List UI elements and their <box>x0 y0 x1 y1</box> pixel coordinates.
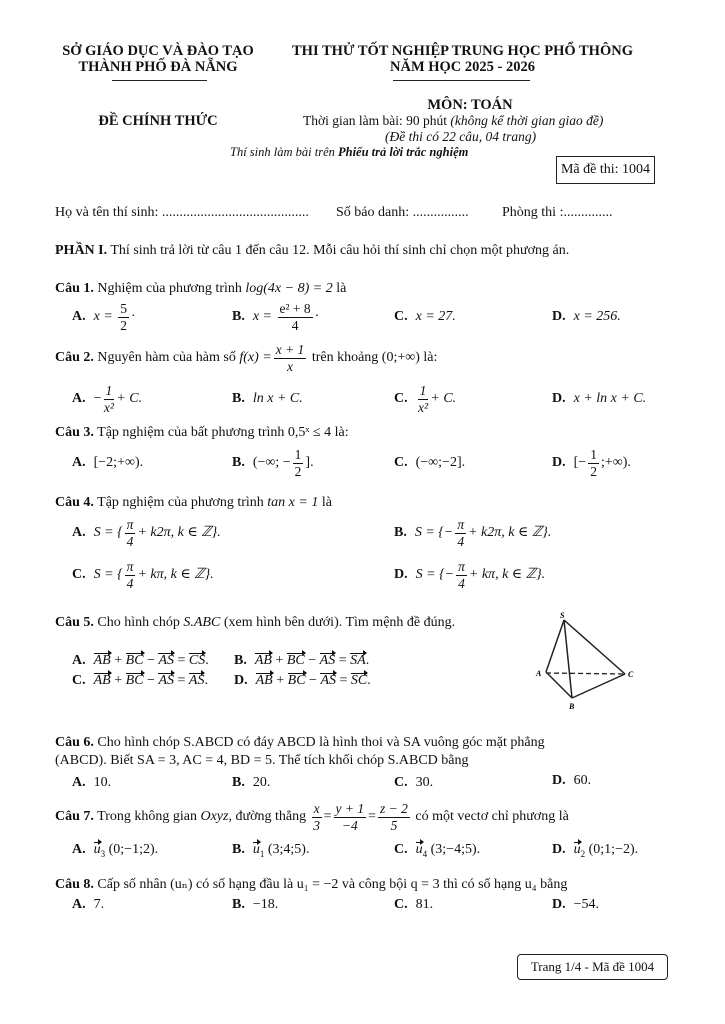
denominator: x² <box>417 399 429 415</box>
question-1 <box>55 281 346 297</box>
numerator: 1 <box>419 383 427 398</box>
vector-coords: (3;4;5). <box>267 842 310 857</box>
fraction <box>125 518 136 548</box>
exam-room-field: Phòng thi :.............. <box>502 205 613 220</box>
option-letter: C. <box>72 567 86 583</box>
fraction <box>378 802 410 832</box>
question-text: Cấp số nhân (uₙ) có số hạng đầu là u₁ = −2 và công bội q = 3 thì có số hạng u₄ bằng <box>97 877 568 892</box>
q8-option-c[interactable] <box>394 897 433 913</box>
q2-option-d[interactable] <box>552 391 646 407</box>
question-tail: là: <box>423 350 438 366</box>
fraction <box>418 384 429 414</box>
vertex-c-label: C <box>628 670 634 679</box>
page-footer-label: Trang 1/4 - Mã đề 1004 <box>530 959 655 974</box>
page-footer-box <box>517 954 668 980</box>
question-tail: có một vectơ chỉ phương là <box>415 809 569 825</box>
option-letter: B. <box>232 897 245 912</box>
option-math: S = { <box>93 567 123 583</box>
option-text: [−2;+∞). <box>93 455 144 470</box>
vector: AS <box>188 673 205 688</box>
question-label: Câu 7. <box>55 809 94 825</box>
question-tail: là <box>336 281 347 296</box>
denominator: 2 <box>294 463 302 479</box>
option-letter: C. <box>394 842 408 857</box>
vector-coords: (0;1;−2). <box>588 842 639 857</box>
option-letter: B. <box>232 842 245 857</box>
edge-sc <box>564 620 625 674</box>
question-label: Câu 2. <box>55 350 94 366</box>
numerator: π <box>126 559 134 574</box>
numerator: π <box>126 517 134 532</box>
denominator: −4 <box>341 817 358 833</box>
fraction <box>455 518 466 548</box>
vector: u <box>93 842 101 857</box>
denominator: 4 <box>458 575 465 591</box>
numerator: 1 <box>294 447 302 462</box>
option-math: S = { <box>93 525 123 541</box>
option-letter: D. <box>552 842 566 857</box>
candidate-name-field: Họ và tên thí sinh: .......................................... <box>55 205 309 220</box>
q5-option-c[interactable]: C. AB + BC − AS = AS. <box>72 673 208 688</box>
header-left-underline <box>112 80 207 81</box>
question-math: 0,5ˣ ≤ 4 <box>287 425 332 440</box>
denominator: x² <box>103 399 114 415</box>
vector: BC <box>286 653 305 668</box>
subject-title: MÔN: TOÁN <box>427 97 513 113</box>
vertex-a-label: A <box>536 669 542 678</box>
q8-option-d[interactable] <box>552 897 599 913</box>
option-text: 30. <box>415 775 434 790</box>
option-post: + kπ, k ∈ ℤ}. <box>137 567 214 583</box>
option-letter: A. <box>72 842 86 857</box>
pyramid-figure <box>530 612 660 712</box>
option-text: −54. <box>573 897 600 912</box>
q1-option-a[interactable] <box>72 302 136 332</box>
option-post: + C. <box>430 391 457 407</box>
vector: u <box>252 842 260 857</box>
q3-option-c[interactable] <box>394 455 465 471</box>
question-tail: (xem hình bên dưới). Tìm mệnh đề đúng. <box>223 615 456 630</box>
option-letter: B. <box>234 653 247 668</box>
numerator: x + 1 <box>275 342 305 357</box>
edge-ac-hidden <box>546 673 625 674</box>
vector: AB <box>93 673 111 688</box>
vector: AS <box>158 673 174 688</box>
question-label: Câu 5. <box>55 615 94 630</box>
edge-bc <box>572 674 625 698</box>
question-6-line2: (ABCD). Biết SA = 3, AC = 4, BD = 5. Thể tích khối chóp S.ABCD bằng <box>55 753 469 768</box>
denominator: 4 <box>291 317 299 333</box>
q7-option-a[interactable] <box>72 842 158 859</box>
q1-option-c[interactable] <box>394 309 456 325</box>
question-label: Câu 6. <box>55 735 94 750</box>
option-letter: C. <box>394 309 408 324</box>
denominator: 4 <box>126 533 134 549</box>
question-space: Oxyz <box>200 809 229 825</box>
question-interval: (0;+∞) <box>381 350 420 366</box>
option-letter: C. <box>394 455 408 470</box>
option-post: ;+∞). <box>600 455 631 471</box>
answer-sheet-note <box>230 145 468 160</box>
question-label: Câu 3. <box>55 425 94 440</box>
q7-option-b[interactable] <box>232 842 309 859</box>
answer-sheet-prefix: Thí sinh làm bài trên <box>230 145 335 159</box>
option-letter: B. <box>394 525 407 541</box>
q6-option-b[interactable] <box>232 775 270 791</box>
option-post: + k2π, k ∈ ℤ}. <box>137 525 221 541</box>
vertex-b-label: B <box>569 702 575 711</box>
vector: AB <box>93 653 111 668</box>
question-5 <box>55 615 455 631</box>
q4-option-c[interactable] <box>72 560 214 590</box>
option-letter: C. <box>72 673 86 688</box>
exam-code: Mã đề thi: 1004 <box>560 162 651 177</box>
question-math: tan x = 1 <box>267 495 319 510</box>
vertex-s-label: S <box>560 612 565 620</box>
question-text: Cho hình chóp <box>97 615 180 630</box>
option-text: x + ln x + C. <box>573 391 647 406</box>
option-text: x = 27. <box>415 309 456 324</box>
vector: CS <box>188 653 206 668</box>
option-letter: D. <box>552 309 566 324</box>
option-letter: A. <box>72 653 86 668</box>
question-math: f(x) = <box>239 350 272 366</box>
candidate-id-field: Số báo danh: ................ <box>336 205 469 220</box>
question-label: Câu 8. <box>55 877 94 892</box>
vector: AS <box>158 653 174 668</box>
question-text: Nghiệm của phương trình <box>97 281 242 296</box>
question-math: log(4x − 8) = 2 <box>245 281 333 296</box>
option-text: 81. <box>415 897 434 912</box>
department-name: SỞ GIÁO DỤC VÀ ĐÀO TẠO <box>62 43 254 59</box>
option-text: (−∞;−2]. <box>415 455 466 470</box>
vector: AB <box>254 653 272 668</box>
city-name: THÀNH PHỐ ĐÀ NẴNG <box>78 59 238 75</box>
option-math: x = <box>252 309 273 325</box>
time-note: (không kể thời gian giao đề) <box>450 113 604 128</box>
vector-index: 3 <box>100 848 106 859</box>
numerator: 1 <box>590 447 597 462</box>
exam-title: THI THỬ TỐT NGHIỆP TRUNG HỌC PHỔ THÔNG <box>292 43 633 59</box>
q2-option-a[interactable] <box>72 384 142 414</box>
option-letter: D. <box>552 455 566 471</box>
fraction <box>456 560 467 590</box>
option-letter: C. <box>394 775 408 790</box>
denominator: 3 <box>313 817 320 833</box>
question-7: Câu 7. Trong không gian Oxyz, đường thẳng $\frac{x}{3}$ = $\frac{y + 1}{-4}$ = $\frac{z - 2}{5}$ có một vectơ chỉ phương là <box>55 801 569 833</box>
option-letter: C. <box>394 897 408 912</box>
q6-option-a[interactable] <box>72 775 111 791</box>
option-letter: A. <box>72 309 86 325</box>
option-post: · <box>314 309 320 325</box>
question-text: Tập nghiệm của bất phương trình <box>97 425 285 440</box>
vector-coords: (0;−1;2). <box>108 842 159 857</box>
option-letter: B. <box>232 391 245 406</box>
question-6 <box>55 735 545 751</box>
numerator: y + 1 <box>335 801 365 816</box>
question-math: S.ABC <box>183 615 221 630</box>
vector: SC <box>350 673 368 688</box>
denominator: 5 <box>390 817 398 833</box>
question-text-mid: trên khoảng <box>311 350 379 366</box>
question-8 <box>55 876 567 893</box>
question-4 <box>55 495 332 511</box>
option-letter: A. <box>72 897 86 912</box>
time-line <box>303 113 603 129</box>
numerator: π <box>457 517 465 532</box>
option-post: ]. <box>305 455 314 471</box>
option-post: + k2π, k ∈ ℤ}. <box>468 525 552 541</box>
vector: BC <box>125 653 144 668</box>
denominator: 4 <box>457 533 465 549</box>
time-text: Thời gian làm bài: 90 phút <box>303 113 447 128</box>
option-text: 20. <box>252 775 271 790</box>
q2-option-b[interactable] <box>232 391 303 407</box>
edge-ab <box>546 672 572 698</box>
q5-option-d[interactable]: D. AB + BC − AS = SC. <box>234 673 371 688</box>
question-3 <box>55 425 349 441</box>
q3-option-b[interactable] <box>232 448 314 478</box>
option-letter: D. <box>552 391 566 406</box>
option-math: (−∞; − <box>252 455 291 471</box>
numerator: π <box>458 559 465 574</box>
part1-instruction: Thí sinh trả lời từ câu 1 đến câu 12. Mỗi câu hỏi thí sinh chỉ chọn một phương án. <box>110 243 570 258</box>
part1-header <box>55 243 569 259</box>
numerator: z − 2 <box>380 801 408 816</box>
option-text: x = 256. <box>573 309 621 324</box>
numerator: 5 <box>120 301 128 316</box>
fraction <box>312 802 322 832</box>
question-text: Tập nghiệm của phương trình <box>97 495 264 510</box>
q7-option-d[interactable] <box>552 842 638 859</box>
option-letter: C. <box>394 391 408 407</box>
question-text: Nguyên hàm của hàm số <box>97 350 236 366</box>
vector: u <box>415 842 423 857</box>
vector: AB <box>255 673 273 688</box>
option-post: · <box>131 309 136 325</box>
part1-title: PHẦN I. <box>55 243 108 258</box>
option-letter: A. <box>72 391 86 407</box>
question-label: Câu 4. <box>55 495 94 510</box>
question-text-mid: , đường thẳng <box>228 809 307 825</box>
option-text: ln x + C. <box>252 391 303 406</box>
denominator: 4 <box>126 575 134 591</box>
q3-option-d[interactable] <box>552 448 631 478</box>
question-text-line1: Cho hình chóp S.ABCD có đáy ABCD là hình thoi và SA vuông góc mặt phẳng <box>97 735 545 750</box>
fraction <box>278 302 313 332</box>
q3-option-a[interactable] <box>72 455 143 471</box>
option-letter: A. <box>72 775 86 790</box>
question-tail: là <box>321 495 332 510</box>
q5-option-a[interactable]: A. AB + BC − AS = CS. <box>72 653 209 668</box>
option-letter: D. <box>234 673 248 688</box>
option-letter: A. <box>72 525 86 541</box>
denominator: 2 <box>590 463 597 479</box>
option-post: + kπ, k ∈ ℤ}. <box>468 567 546 583</box>
option-letter: B. <box>232 455 245 471</box>
option-letter: B. <box>232 309 245 325</box>
q4-option-a[interactable] <box>72 518 221 548</box>
vector: SA <box>350 653 366 668</box>
option-text: 10. <box>93 775 112 790</box>
option-letter: D. <box>552 773 566 788</box>
option-letter: B. <box>232 775 245 790</box>
option-math: S = {− <box>415 567 455 583</box>
q5-option-b[interactable]: B. AB + BC − AS = SA. <box>234 653 370 668</box>
fraction <box>104 384 115 414</box>
question-tail: là: <box>334 425 349 440</box>
denominator: 2 <box>120 317 128 333</box>
vector: BC <box>287 673 306 688</box>
q6-option-d[interactable] <box>552 773 591 789</box>
fraction <box>125 560 136 590</box>
denominator: x <box>287 358 293 374</box>
q8-option-a[interactable] <box>72 897 104 913</box>
option-letter: D. <box>394 567 408 583</box>
option-letter: D. <box>552 897 566 912</box>
option-math: x = <box>93 309 113 325</box>
vector: AS <box>320 673 336 688</box>
vector-index: 1 <box>259 848 265 859</box>
q1-option-b[interactable] <box>232 302 319 332</box>
question-text: Trong không gian <box>97 809 197 825</box>
vector: BC <box>125 673 144 688</box>
fraction <box>274 343 307 373</box>
option-text: −18. <box>252 897 279 912</box>
option-letter: A. <box>72 455 86 470</box>
q7-option-c[interactable] <box>394 842 480 859</box>
school-year: NĂM HỌC 2025 - 2026 <box>390 59 535 75</box>
fraction <box>293 448 304 478</box>
fraction <box>118 302 129 332</box>
q4-option-d[interactable] <box>394 560 545 590</box>
edge-sb <box>564 620 572 698</box>
option-math: S = {− <box>414 525 454 541</box>
exam-info: (Đề thi có 22 câu, 04 trang) <box>385 129 537 144</box>
option-math: − <box>93 391 102 407</box>
vector-index: 4 <box>422 848 428 859</box>
vector-coords: (3;−4;5). <box>430 842 481 857</box>
header-right-underline <box>393 80 530 81</box>
exam-code-box <box>556 156 655 184</box>
q1-option-d[interactable] <box>552 309 621 325</box>
numerator: e² + 8 <box>279 301 311 316</box>
vector-index: 2 <box>580 848 586 859</box>
option-post: + C. <box>116 391 143 407</box>
edge-sa <box>546 620 564 672</box>
q2-option-c[interactable] <box>394 384 456 414</box>
q4-option-b[interactable] <box>394 518 551 548</box>
numerator: x <box>313 801 320 816</box>
option-text: 60. <box>573 773 592 788</box>
official-label: ĐỀ CHÍNH THỨC <box>98 113 218 129</box>
option-math: [− <box>573 455 587 471</box>
question-label: Câu 1. <box>55 281 94 296</box>
option-text: 7. <box>93 897 105 912</box>
fraction <box>588 448 599 478</box>
vector: u <box>573 842 581 857</box>
q6-option-c[interactable] <box>394 775 433 791</box>
vector: AS <box>319 653 336 668</box>
answer-sheet-name: Phiếu trả lời trắc nghiệm <box>338 145 469 159</box>
fraction <box>334 802 367 832</box>
numerator: 1 <box>105 383 113 398</box>
question-2 <box>55 343 437 373</box>
q8-option-b[interactable] <box>232 897 278 913</box>
